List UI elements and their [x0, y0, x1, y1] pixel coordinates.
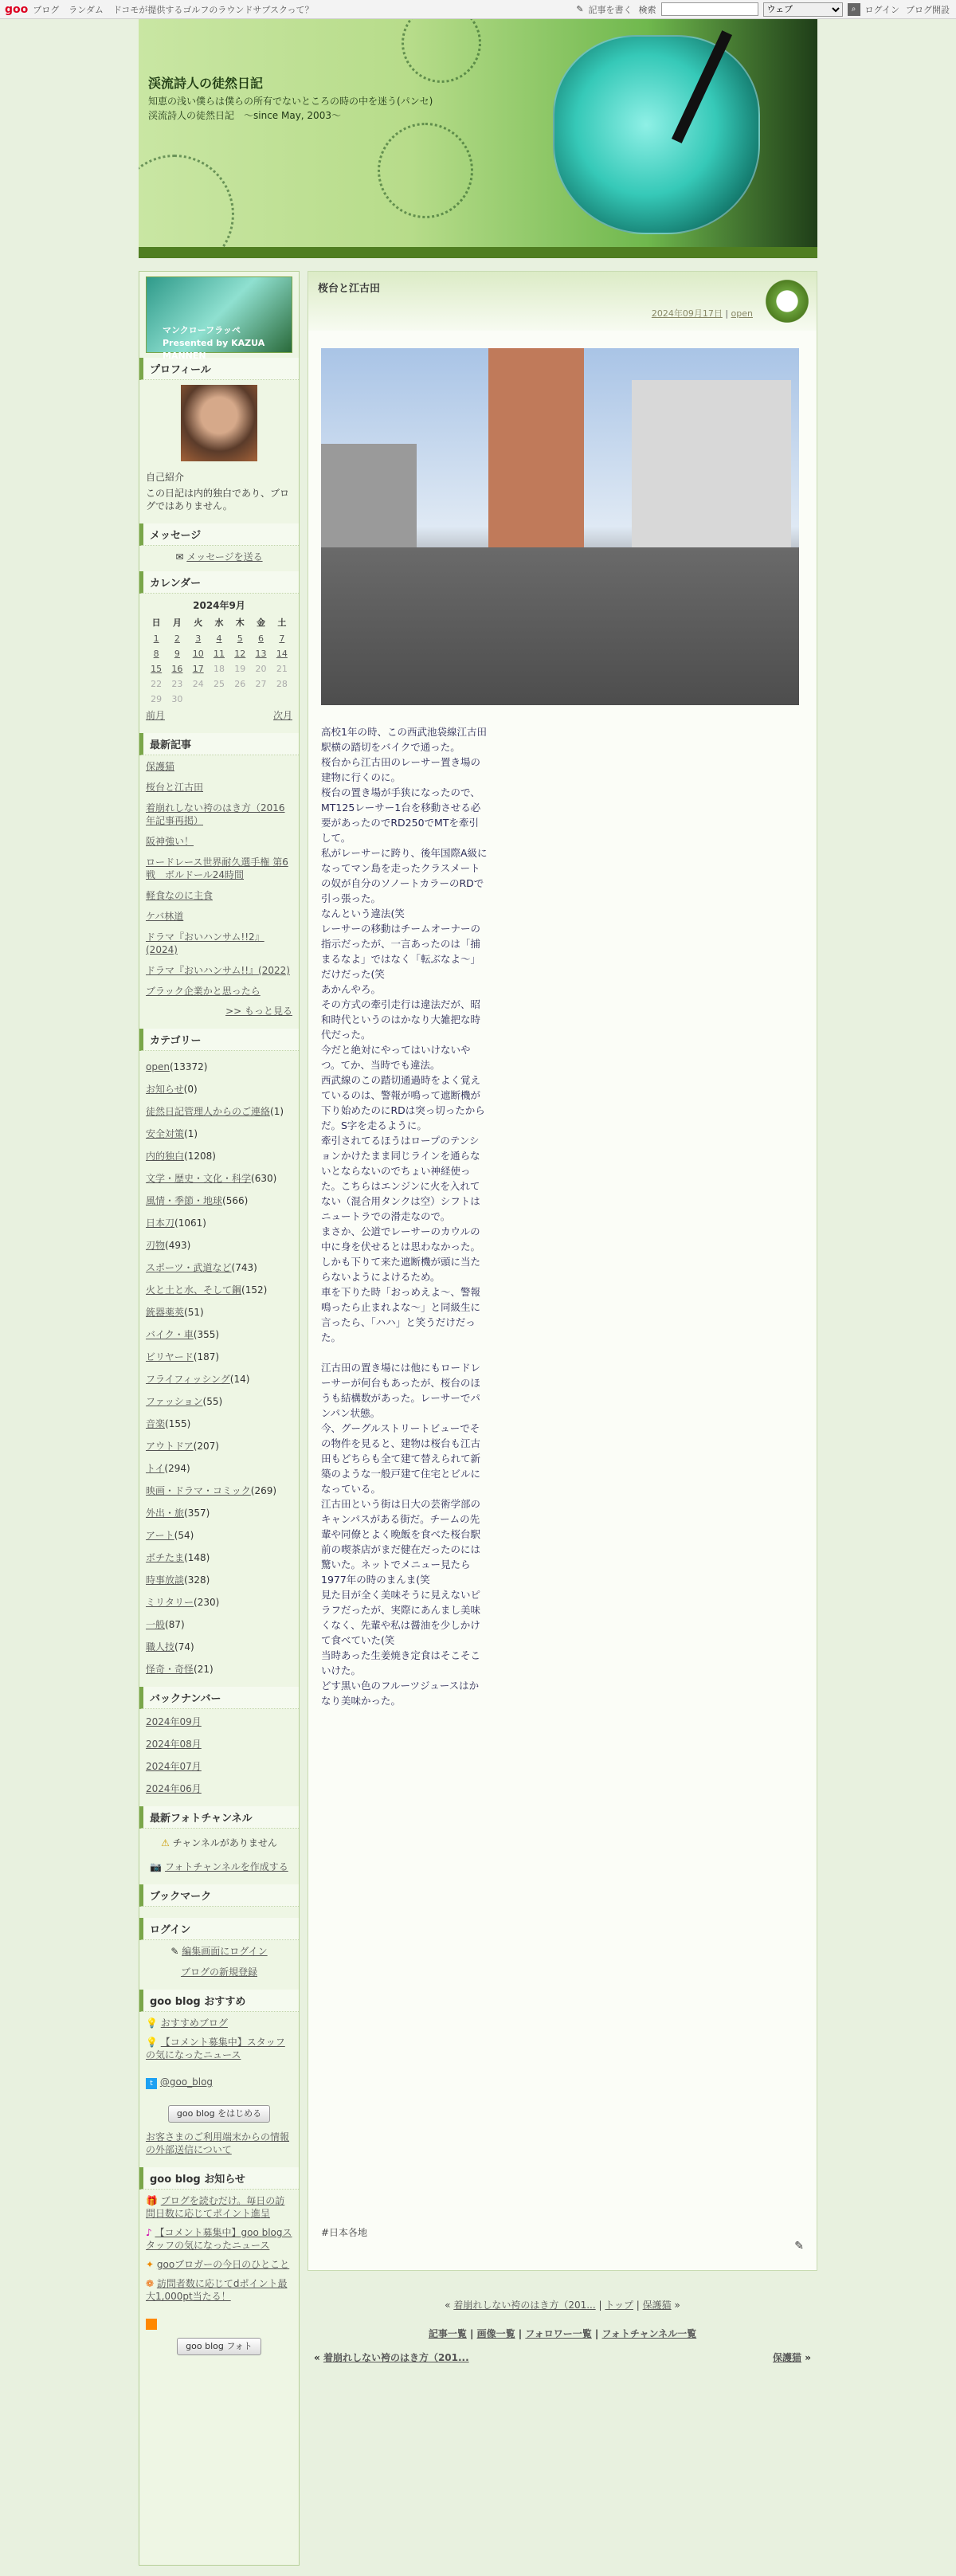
calendar-day: 28 — [276, 679, 288, 689]
pager-separator: | — [595, 2300, 605, 2311]
no-channel-text: チャンネルがありません — [172, 1837, 277, 1849]
entry-pager — [308, 2298, 817, 2311]
category-count: (55) — [202, 1396, 223, 1407]
category-count: (1061) — [174, 1217, 206, 1229]
category-count: (230) — [194, 1597, 220, 1608]
category-item — [146, 1083, 292, 1096]
calendar-day[interactable]: 8 — [153, 649, 159, 659]
category-link[interactable]: 外出・旅 — [146, 1508, 185, 1519]
category-count: (0) — [183, 1084, 198, 1095]
recent-post-link[interactable]: ドラマ『おいハンサム!!2』(2024) — [146, 931, 264, 955]
rss-icon[interactable] — [146, 2319, 157, 2330]
prev-month-link[interactable]: 前月 — [146, 710, 166, 721]
banner-text: マンクローフラッペ Presented by KAZUA MANNEN — [163, 325, 265, 361]
search-icon[interactable]: ⌕ — [848, 3, 860, 16]
category-link[interactable]: open — [146, 1061, 170, 1072]
building-shape — [632, 380, 791, 563]
goo-blog-photo-button[interactable]: goo blog フォト — [177, 2338, 261, 2355]
backnumber-heading: バックナンバー — [139, 1687, 299, 1709]
street-photo[interactable] — [321, 348, 799, 705]
start-goo-blog-button[interactable]: goo blog をはじめる — [168, 2105, 270, 2123]
calendar-day[interactable]: 13 — [255, 649, 267, 659]
profile-heading: プロフィール — [139, 358, 299, 380]
message-section — [146, 523, 292, 563]
calendar-day: 29 — [151, 694, 163, 704]
building-shape — [488, 348, 584, 555]
weekday-label: 火 — [194, 618, 203, 628]
news-section — [146, 2167, 292, 2355]
new-blog-link[interactable]: ブログの新規登録 — [180, 1966, 257, 1978]
calendar-day: 19 — [234, 664, 246, 674]
category-link[interactable]: 火と土と水、そして鋼 — [146, 1284, 242, 1296]
news-link[interactable]: gooブロガーの今日のひとこと — [156, 2259, 290, 2270]
category-link[interactable]: ファッション — [146, 1396, 203, 1407]
next-month-link[interactable]: 次月 — [272, 710, 292, 721]
recent-post-link[interactable]: 着崩れしない袴のはき方（2016年記事再掲） — [146, 802, 285, 826]
pager-top-link[interactable]: トップ — [605, 2300, 633, 2311]
category-count: (1) — [270, 1106, 284, 1117]
photo-channel-list-link[interactable]: フォトチャンネル一覧 — [601, 2328, 697, 2339]
category-link[interactable]: ビリヤード — [146, 1351, 194, 1362]
weekday-label: 月 — [172, 618, 182, 628]
pager-next-link[interactable]: 保護猫 — [642, 2300, 672, 2311]
category-item — [146, 1551, 292, 1564]
bookmark-heading: ブックマーク — [139, 1884, 299, 1907]
category-count: (152) — [241, 1284, 268, 1296]
mandala-ornament — [378, 123, 473, 218]
recent-post-link[interactable]: ロードレース世界耐久選手権 第6戦 ボルドール24時間 — [146, 857, 288, 880]
category-count: (155) — [165, 1418, 191, 1429]
category-link[interactable]: アート — [146, 1530, 174, 1541]
blog-title[interactable]: 渓流詩人の徒然日記 — [148, 76, 264, 91]
category-link[interactable]: 風情・季節・地球 — [146, 1195, 223, 1206]
pager-separator: | — [633, 2300, 643, 2311]
calendar-day[interactable]: 15 — [151, 664, 163, 674]
calendar-day: 21 — [276, 664, 288, 674]
recent-post-link[interactable]: 桜台と江古田 — [146, 782, 204, 793]
category-link[interactable]: 職人技 — [146, 1641, 175, 1653]
toolbar-link-golf-ad[interactable]: ドコモが提供するゴルフのラウンドサブスクって？ — [112, 4, 314, 15]
warning-icon: ⚠ — [161, 1837, 173, 1849]
recommend-link[interactable]: 【コメント募集中】スタッフの気になったニュース — [146, 2037, 285, 2060]
category-link[interactable]: ボチたま — [146, 1552, 185, 1563]
recent-post-link[interactable]: ケバ林道 — [146, 911, 184, 922]
pencil-icon: ✎ — [170, 1946, 182, 1957]
weekday-label: 金 — [257, 618, 266, 628]
category-link[interactable]: トイ — [146, 1463, 165, 1474]
calendar-table — [146, 614, 292, 707]
category-item — [146, 1373, 292, 1386]
self-intro-text: この日記は内的独白であり、ブログではありません。 — [146, 488, 290, 512]
calendar-day[interactable]: 14 — [276, 649, 288, 659]
category-item — [146, 1507, 292, 1519]
category-count: (13372) — [169, 1061, 208, 1072]
calendar-day: 27 — [255, 679, 267, 689]
sidebar-banner — [146, 276, 292, 361]
category-item — [146, 1574, 292, 1586]
toolbar-link-random[interactable]: ランダム — [69, 4, 104, 15]
entry-tag[interactable]: #日本各地 — [321, 2227, 368, 2238]
category-link[interactable]: お知らせ — [146, 1084, 184, 1095]
category-item — [146, 1217, 292, 1229]
category-item — [146, 1261, 292, 1274]
article-list-link[interactable]: 記事一覧 — [428, 2328, 467, 2339]
entry-article — [308, 271, 817, 2271]
calendar-day[interactable]: 4 — [216, 633, 222, 644]
category-count: (328) — [184, 1574, 210, 1586]
follower-list-link[interactable]: フォロワー一覧 — [525, 2328, 592, 2339]
search-input[interactable] — [661, 2, 758, 16]
category-item — [146, 1306, 292, 1319]
blog-description: 知恵の浅い僕らは僕らの所有でないところの時の中を迷う(パンセ) 渓流詩人の徒然日記 ～since May, 2003～ — [148, 96, 443, 121]
recommend-link[interactable]: おすすめブログ — [160, 2017, 228, 2029]
backnumber-section — [146, 1687, 292, 1795]
open-blog-link[interactable]: ブログ開設 — [906, 4, 950, 15]
category-item — [146, 1284, 292, 1296]
backnumber-link[interactable]: 2024年08月 — [146, 1739, 202, 1750]
category-link[interactable]: 内的独白 — [146, 1151, 185, 1162]
flower-icon: ❁ — [146, 2278, 157, 2289]
calendar-day[interactable]: 5 — [237, 633, 243, 644]
category-count: (148) — [184, 1552, 210, 1563]
recent-post-link[interactable]: ドラマ『おいハンサム!!』(2022) — [146, 965, 290, 976]
calendar-day: 30 — [171, 694, 183, 704]
categories-heading: カテゴリー — [139, 1029, 299, 1051]
category-item — [146, 1061, 292, 1073]
recent-post-link[interactable]: 軽食なのに主食 — [146, 890, 214, 901]
category-link[interactable]: 文学・歴史・文化・科学 — [146, 1173, 252, 1184]
category-item — [146, 1663, 292, 1676]
category-link[interactable]: 刃物 — [146, 1240, 166, 1251]
weekday-label: 木 — [235, 618, 245, 628]
mandala-ornament — [402, 19, 481, 83]
twitter-icon: t — [146, 2078, 157, 2089]
calendar-heading: カレンダー — [139, 571, 299, 594]
category-item — [146, 1484, 292, 1497]
category-item — [146, 1395, 292, 1408]
category-link[interactable]: ミリタリー — [146, 1597, 194, 1608]
bottom-next-link[interactable]: 保護猫 — [773, 2352, 802, 2363]
category-item — [146, 1328, 292, 1341]
entry-title[interactable]: 桜台と江古田 — [318, 283, 381, 295]
lightbulb-icon: 💡 — [146, 2037, 161, 2048]
calendar-day: 18 — [213, 664, 225, 674]
calendar-day: 24 — [192, 679, 204, 689]
category-item — [146, 1239, 292, 1252]
category-list — [146, 1061, 292, 1676]
category-link[interactable]: 映画・ドラマ・コミック — [146, 1485, 251, 1496]
weekday-label: 水 — [214, 618, 224, 628]
backnumber-link[interactable]: 2024年06月 — [146, 1783, 202, 1794]
category-count: (357) — [184, 1508, 210, 1519]
category-count: (493) — [165, 1240, 191, 1251]
send-message-link[interactable]: メッセージを送る — [186, 551, 263, 563]
category-link[interactable]: 一般 — [146, 1619, 166, 1630]
calendar-day: 23 — [171, 679, 183, 689]
category-count: (566) — [222, 1195, 249, 1206]
category-link[interactable]: 銃器薬莢 — [146, 1307, 185, 1318]
lightbulb-icon: 💡 — [146, 2017, 161, 2029]
calendar-day[interactable]: 2 — [174, 633, 180, 644]
search-scope-select[interactable] — [763, 2, 843, 17]
pager-prev-marker: « — [445, 2300, 454, 2311]
recent-post-link[interactable]: 保護猫 — [146, 761, 175, 772]
photo-channel-heading: 最新フォトチャンネル — [139, 1806, 299, 1829]
category-count: (74) — [174, 1641, 194, 1653]
calendar-day[interactable]: 17 — [192, 664, 204, 674]
profile-avatar[interactable] — [181, 385, 257, 461]
weekday-label: 日 — [151, 618, 161, 628]
list-links: 記事一覧 | 画像一覧 | フォロワー一覧 | フォトチャンネル一覧 — [428, 2328, 697, 2339]
category-item — [146, 1596, 292, 1609]
category-item — [146, 1618, 292, 1631]
image-list-link[interactable]: 画像一覧 — [476, 2328, 515, 2339]
edit-login-link[interactable]: 編集画面にログイン — [182, 1946, 268, 1957]
category-item — [146, 1440, 292, 1453]
recent-post-link[interactable]: 阪神強い！ — [146, 836, 194, 847]
category-item — [146, 1529, 292, 1542]
login-link[interactable]: ログイン — [864, 4, 899, 15]
calendar-day[interactable]: 1 — [153, 633, 159, 644]
category-count: (187) — [193, 1351, 220, 1362]
toolbar-right — [576, 2, 956, 17]
recent-posts-section — [146, 733, 292, 1017]
entry-title-bar — [308, 272, 817, 331]
category-link[interactable]: 日本刀 — [146, 1217, 175, 1229]
weekday-label: 土 — [277, 618, 287, 628]
news-heading: goo blog お知らせ — [139, 2167, 299, 2190]
news-link[interactable]: ブログを読むだけ。毎日の訪問日数に応じてポイント進呈 — [146, 2195, 285, 2219]
road-shape — [321, 547, 799, 705]
category-link[interactable]: バイク・車 — [146, 1329, 194, 1340]
building-shape — [321, 444, 417, 563]
category-link[interactable]: アウトドア — [146, 1441, 194, 1452]
shaved-ice-glass-image — [553, 35, 760, 234]
category-item — [146, 1150, 292, 1163]
category-link[interactable]: 時事放談 — [146, 1574, 185, 1586]
calendar-day: 22 — [151, 679, 163, 689]
calendar-day[interactable]: 11 — [213, 649, 225, 659]
sidebar — [139, 271, 300, 2566]
category-count: (630) — [251, 1173, 277, 1184]
more-posts-link[interactable]: >> もっと見る — [225, 1006, 292, 1017]
entry-category-link[interactable]: open — [731, 308, 753, 319]
global-toolbar — [0, 0, 956, 19]
calendar-day[interactable]: 9 — [174, 649, 180, 659]
category-item — [146, 1417, 292, 1430]
calendar-day[interactable]: 3 — [195, 633, 202, 644]
blog-header — [139, 19, 817, 247]
leaf-ornament-icon — [764, 275, 810, 327]
category-item — [146, 1641, 292, 1653]
goo-logo[interactable]: goo — [5, 2, 29, 16]
message-heading: メッセージ — [139, 523, 299, 546]
calendar-month: 2024年9月 — [193, 600, 245, 611]
category-count: (51) — [184, 1307, 204, 1318]
write-article-link[interactable]: 記事を書く — [588, 4, 633, 15]
calendar-day[interactable]: 16 — [171, 664, 183, 674]
backnumber-link[interactable]: 2024年09月 — [146, 1716, 202, 1727]
bookmark-section — [146, 1884, 292, 1907]
star-icon: ✦ — [146, 2259, 157, 2270]
category-link[interactable]: フライフィッシング — [146, 1374, 230, 1385]
calendar-day: 25 — [213, 679, 225, 689]
calendar-section — [146, 571, 292, 722]
category-link[interactable]: 安全対策 — [146, 1128, 185, 1139]
login-heading: ログイン — [139, 1918, 299, 1940]
category-item — [146, 1351, 292, 1363]
self-intro-label: 自己紹介 — [146, 472, 185, 483]
edit-pencil-icon[interactable]: ✎ — [794, 2240, 804, 2253]
category-item — [146, 1172, 292, 1185]
backnumber-link[interactable]: 2024年07月 — [146, 1761, 202, 1772]
category-count: (1208) — [184, 1151, 216, 1162]
category-link[interactable]: スポーツ・武道など — [146, 1262, 232, 1273]
external-info-notice-link[interactable]: お客さまのご利用端末からの情報の外部送信について — [146, 2131, 290, 2155]
category-link[interactable]: 音楽 — [146, 1418, 166, 1429]
category-count: (294) — [164, 1463, 190, 1474]
calendar-day[interactable]: 7 — [279, 633, 285, 644]
category-count: (743) — [231, 1262, 257, 1273]
mandala-ornament — [139, 155, 234, 247]
envelope-icon: ✉ — [175, 551, 187, 563]
header-bar — [139, 247, 817, 258]
pager-prev-link[interactable]: 着崩れしない袴のはき方（201... — [453, 2300, 596, 2311]
category-item — [146, 1194, 292, 1207]
category-item — [146, 1105, 292, 1118]
calendar-day: 26 — [234, 679, 246, 689]
pencil-icon: ✎ — [576, 4, 584, 14]
twitter-link[interactable]: @goo_blog — [159, 2076, 214, 2088]
recommend-heading: goo blog おすすめ — [139, 1990, 299, 2012]
calendar-day: 20 — [255, 664, 267, 674]
login-section — [146, 1918, 292, 1978]
recent-post-link[interactable]: ブラック企業かと思ったら — [146, 986, 261, 997]
search-label: 検索 — [638, 4, 656, 15]
entry-date-link[interactable]: 2024年09月17日 — [651, 308, 723, 319]
gift-icon: 🎁 — [146, 2195, 161, 2206]
news-link[interactable]: 訪問者数に応じてdポイント最大1,000pt当たる！ — [146, 2278, 288, 2302]
category-link[interactable]: 怪奇・奇怪 — [146, 1664, 194, 1675]
category-link[interactable]: 徒然日記管理人からのご連絡 — [146, 1106, 271, 1117]
category-count: (207) — [193, 1441, 219, 1452]
entry-meta: 2024年09月17日 | open — [651, 308, 753, 319]
news-link[interactable]: 【コメント募集中】goo blogスタッフの気になったニュース — [146, 2227, 292, 2251]
entry-body-text: 高校1年の時、この西武池袋線江古田駅横の踏切をバイクで通った。 桜台から江古田のレーサー置き場の建物に行くのに。 桜台の置き場が手狭になったので、MT125レーサー1台を移動させる必要があったのでRD250でMTを牽引して。 私がレーサーに跨り、後年国際A級になってマン島を走ったクラスメートの奴が自分のソノートカラーのRDで引っ張った。 なんという違法(笑 レーサーの移動はチームオーナーの指示だったが、一言あったのは「捕まるなよ」ではなく「転ぶなよ〜」だけだった(笑 あかんやろ。 その方式の牽引走行は違法だが、昭和時代というのはかなり大雑把な時代だった。 今だと絶対にやってはいけないやつ。てか、当時でも違法。 西武線のこの踏切通過時をよく覚えているのは、警報が鳴って遮断機が下り始めたのにRDは突っ切ったからだ。S字を走るように。 牽引されてるほうはロープのテンションかけたまま同じラインを通らないとならないのでちょい神経使った。こちらはエンジンに火を入れてない（混合用タンクは空）シフトはニュートラでの滑走なので。 まさか、公道でレーサーのカウルの中に身を伏せるとは思わなかった。しかも下りて来た遮断機が頭に当たらないようによけるため。 車を下りた時「おっめえよ〜、警報鳴ったら止まれよな〜」と同級生に言ったら、「ハハ」と笑うだけだった。 江古田の置き場には他にもロードレーサーが何台もあったが、桜台のほうも結構数があった。レーサーでパンパン状態。 今、グーグルストリートビューでその物件を見ると、建物は桜台も江古田もどちらも全て建て替えられて新築のような一般戸建て住宅とビルになっている。 江古田という街は日大の芸術学部のキャンパスがある街だ。チームの先輩や同僚とよく晩飯を食べた桜台駅前の喫茶店がまだ健在だったのには驚いた。ネットでメニュー見たら1977年の時のまんま(笑 見た目が全く美味そうに見えないピラフだったが、実際にあんまし美味くなく、先輩や私は醤油を少しかけて食べていた(笑 当時あった生姜焼き定食はそこそこいけた。 どす黒い色のフルーツジュースはかなり美味かった。 — [321, 726, 488, 1707]
calendar-day[interactable]: 6 — [258, 633, 264, 644]
category-count: (355) — [193, 1329, 220, 1340]
category-count: (269) — [250, 1485, 277, 1496]
music-note-icon: ♪ — [146, 2227, 155, 2238]
recent-posts-heading: 最新記事 — [139, 733, 299, 755]
calendar-day[interactable]: 12 — [234, 649, 246, 659]
profile-section — [146, 358, 292, 512]
categories-section — [146, 1029, 292, 1676]
category-count: (14) — [229, 1374, 250, 1385]
category-count: (87) — [165, 1619, 185, 1630]
category-count: (1) — [184, 1128, 198, 1139]
category-item — [146, 1127, 292, 1140]
calendar-day[interactable]: 10 — [192, 649, 204, 659]
bottom-prev-link[interactable]: 着崩れしない袴のはき方（201... — [323, 2352, 469, 2363]
pager-next-marker: » — [671, 2300, 680, 2311]
category-item — [146, 1462, 292, 1475]
category-count: (21) — [194, 1664, 214, 1675]
camera-icon: 📷 — [150, 1861, 166, 1872]
category-count: (54) — [174, 1530, 194, 1541]
toolbar-link-blog[interactable]: ブログ — [33, 4, 60, 15]
recommend-section — [146, 1990, 292, 2156]
photo-channel-section — [146, 1806, 292, 1873]
create-photo-channel-link[interactable]: フォトチャンネルを作成する — [165, 1861, 288, 1872]
